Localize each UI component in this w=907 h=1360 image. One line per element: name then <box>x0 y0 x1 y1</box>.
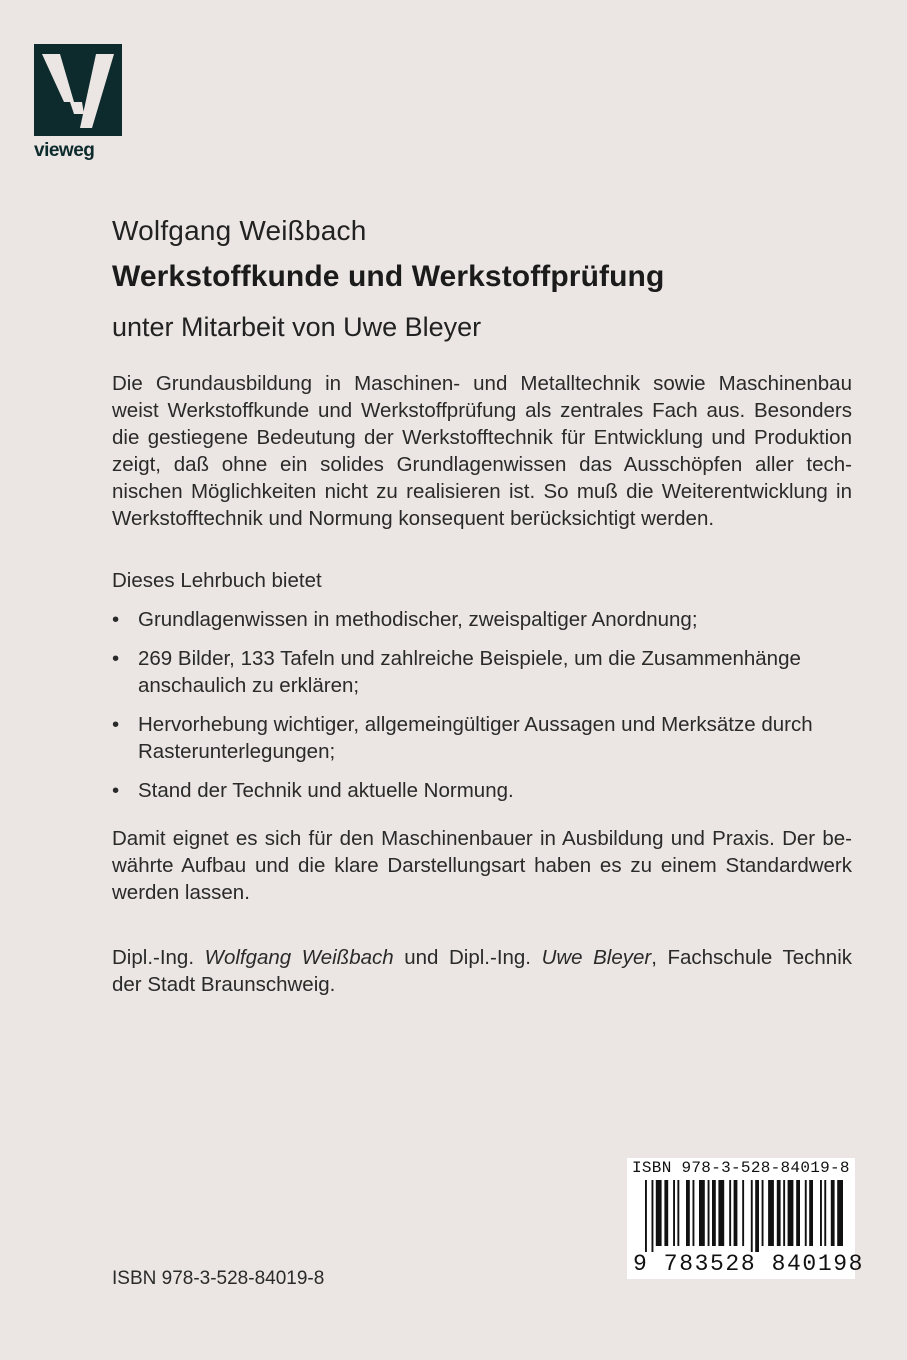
publisher-logo-text: vieweg <box>34 140 95 161</box>
barcode-bar <box>831 1180 835 1246</box>
authors-line-2: der Stadt Braunschweig. <box>112 973 336 996</box>
barcode-isbn-label: ISBN 978-3-528-84019-8 <box>632 1159 850 1177</box>
book-subtitle: unter Mitarbeit von Uwe Bleyer <box>112 312 482 342</box>
closing-line: währte Aufbau und die klare Darstellungsart haben es zu einem Standardwerk <box>112 854 852 877</box>
book-title: Werkstoffkunde und Werkstoffprüfung <box>112 260 665 293</box>
barcode-bar <box>673 1180 675 1246</box>
barcode-bar <box>762 1180 764 1246</box>
feature-text: 269 Bilder, 133 Tafeln und zahlreiche Beispiele, um die Zusammenhänge anschaulich zu erklären; <box>138 647 801 697</box>
description-line: nischen Möglichkeiten nicht zu realisieren ist. So muß die Weiterentwicklung in <box>112 480 852 503</box>
barcode-bar <box>664 1180 668 1246</box>
barcode <box>627 1158 865 1279</box>
barcode-bar <box>712 1180 716 1246</box>
barcode-bar <box>742 1180 744 1246</box>
description-line: die gestiegene Bedeutung der Werkstofftechnik für Entwicklung und Produktion <box>112 426 852 449</box>
vieweg-logo-mark-icon <box>34 44 122 136</box>
list-item <box>112 711 852 765</box>
barcode-bar <box>805 1180 807 1246</box>
closing-paragraph <box>112 825 852 906</box>
feature-text: Hervorhebung wichtiger, allgemeingültiger Aussagen und Merksätze durch Rasterunterlegungen; <box>138 713 813 763</box>
description-line: Werkstofftechnik und Normung konsequent berücksichtigt werden. <box>112 507 715 530</box>
description-line: Die Grundausbildung in Maschinen- und Metalltechnik sowie Maschinenbau <box>112 372 852 395</box>
closing-line: Damit eignet es sich für den Maschinenbauer in Ausbildung und Praxis. Der be- <box>112 827 852 850</box>
barcode-bar <box>768 1180 774 1246</box>
author-title: Dipl.-Ing. <box>112 946 205 969</box>
feature-text: Grundlagenwissen in methodischer, zweispaltiger Anordnung; <box>138 608 698 631</box>
barcode-bar <box>729 1180 731 1246</box>
barcode-bar <box>734 1180 738 1246</box>
closing-line: werden lassen. <box>112 881 250 904</box>
barcode-bar <box>718 1180 724 1246</box>
authors-info <box>112 944 852 998</box>
barcode-bar <box>837 1180 843 1246</box>
barcode-bar <box>788 1180 794 1246</box>
author-affiliation: , Fachschule Technik <box>651 946 853 969</box>
barcode-bars <box>633 1180 849 1252</box>
barcode-bar <box>677 1180 679 1246</box>
barcode-bar <box>656 1180 662 1246</box>
barcode-bar <box>783 1180 785 1246</box>
barcode-bar <box>645 1180 647 1252</box>
description-line: weist Werkstoffkunde und Werkstoffprüfung als zentrales Fach aus. Besonders <box>112 399 852 422</box>
list-item <box>112 606 852 633</box>
barcode-bar <box>686 1180 690 1246</box>
barcode-bar <box>693 1180 695 1246</box>
barcode-bar <box>755 1180 759 1252</box>
barcode-bar <box>652 1180 654 1252</box>
author-connector: und Dipl.-Ing. <box>393 946 542 969</box>
features-intro: Dieses Lehrbuch bietet <box>112 569 322 592</box>
book-author: Wolfgang Weißbach <box>112 215 367 246</box>
feature-text: Stand der Technik und aktuelle Normung. <box>138 779 514 802</box>
barcode-digits: 9 783528 840198 <box>633 1251 865 1277</box>
vieweg-logo <box>34 44 122 164</box>
bullet-icon: • <box>112 713 120 736</box>
author-name: Wolfgang Weißbach <box>204 946 394 969</box>
authors-line <box>112 944 852 971</box>
list-item <box>112 777 852 804</box>
barcode-bar <box>820 1180 822 1246</box>
bullet-icon: • <box>112 647 120 670</box>
barcode-bar <box>708 1180 710 1246</box>
features-list <box>112 606 852 816</box>
barcode-bar <box>796 1180 800 1246</box>
barcode-bar <box>751 1180 753 1252</box>
description-line: zeigt, daß ohne ein solides Grundlagenwissen das Ausschöpfen aller tech- <box>112 453 852 476</box>
bullet-icon: • <box>112 608 120 631</box>
description-paragraph <box>112 370 852 532</box>
isbn-footer: ISBN 978-3-528-84019-8 <box>112 1268 325 1289</box>
bullet-icon: • <box>112 779 120 802</box>
barcode-bar <box>824 1180 826 1246</box>
barcode-bar <box>809 1180 813 1246</box>
barcode-bar <box>699 1180 705 1246</box>
coauthor-name: Uwe Bleyer <box>541 946 652 969</box>
barcode-bar <box>777 1180 781 1246</box>
list-item <box>112 645 852 699</box>
